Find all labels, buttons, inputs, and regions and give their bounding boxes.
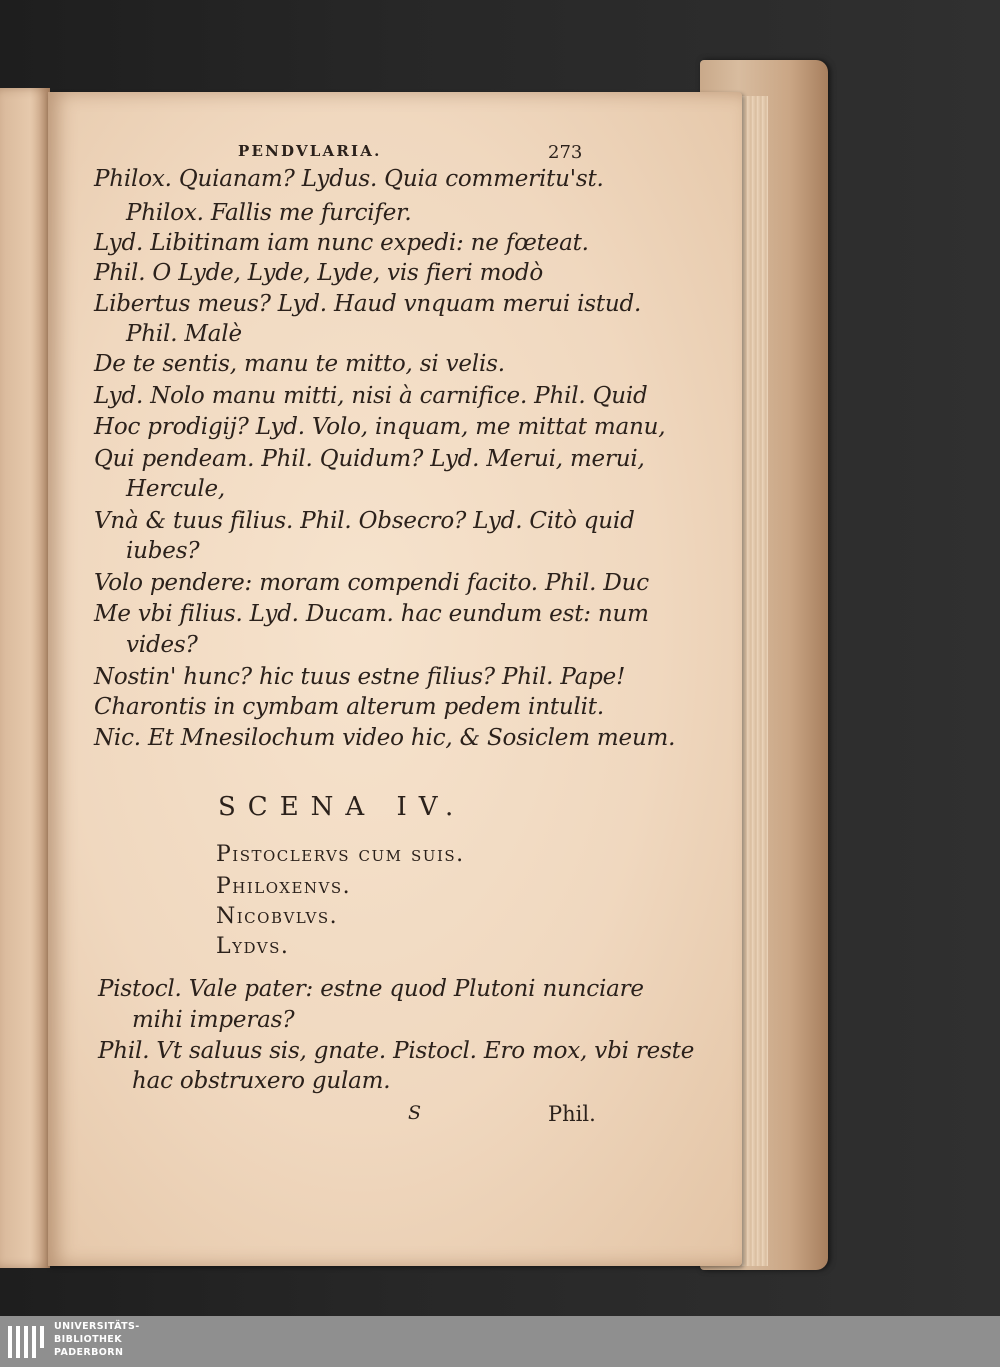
text-line: Nic. Et Mnesilochum video hic, & Sosiclem meum. bbox=[94, 725, 676, 751]
text-line: Pistocl. Vale pater: estne quod Plutoni nunciare bbox=[98, 976, 644, 1002]
text-line: Nostin' hunc? hic tuus estne filius? Phil. Pape! bbox=[94, 664, 626, 690]
text-line: Hoc prodigij? Lyd. Volo, inquam, me mittat manu, bbox=[94, 414, 666, 440]
text-line: Hercule, bbox=[126, 476, 226, 502]
text-line: Vnà & tuus filius. Phil. Obsecro? Lyd. Citò quid bbox=[94, 508, 635, 534]
left-page-edge bbox=[0, 88, 50, 1268]
right-page bbox=[48, 92, 742, 1266]
text-line: Phil. Malè bbox=[126, 321, 242, 347]
signature-mark: S bbox=[408, 1102, 422, 1124]
logo-line-1: UNIVERSITÄTS- bbox=[54, 1321, 140, 1332]
text-line: mihi imperas? bbox=[132, 1007, 295, 1033]
text-line: Charontis in cymbam alterum pedem intulit. bbox=[94, 694, 604, 720]
text-line: vides? bbox=[126, 632, 198, 658]
text-line: De te sentis, manu te mitto, si velis. bbox=[94, 351, 505, 377]
text-line: Me vbi filius. Lyd. Ducam. hac eundum est: num bbox=[94, 601, 649, 627]
text-line: Phil. O Lyde, Lyde, Lyde, vis fieri modò bbox=[94, 260, 544, 286]
dramatis-persona: Pistoclervs cum suis. bbox=[216, 842, 465, 867]
text-line: Volo pendere: moram compendi facito. Phil. Duc bbox=[94, 570, 649, 596]
text-line: Qui pendeam. Phil. Quidum? Lyd. Merui, merui, bbox=[94, 446, 645, 472]
text-line: Libertus meus? Lyd. Haud vnquam merui istud. bbox=[94, 291, 642, 317]
text-line: Philox. Fallis me furcifer. bbox=[126, 200, 412, 226]
logo-line-2: BIBLIOTHEK bbox=[54, 1334, 122, 1345]
text-line: hac obstruxero gulam. bbox=[132, 1068, 391, 1094]
catchword: Phil. bbox=[548, 1102, 596, 1126]
university-library-logo-icon bbox=[6, 1322, 46, 1362]
dramatis-persona: Philoxenvs. bbox=[216, 874, 352, 899]
logo-line-3: PADERBORN bbox=[54, 1347, 124, 1358]
running-head: PENDVLARIA. bbox=[238, 142, 382, 160]
dramatis-persona: Nicobvlvs. bbox=[216, 904, 339, 929]
page-number: 273 bbox=[548, 142, 583, 163]
footer-bar bbox=[0, 1316, 1000, 1367]
page-block-edges bbox=[738, 96, 768, 1266]
scene-heading: SCENA IV. bbox=[218, 792, 466, 822]
text-line: iubes? bbox=[126, 538, 200, 564]
text-line: Philox. Quianam? Lydus. Quia commeritu'st. bbox=[94, 166, 604, 192]
text-line: Lyd. Libitinam iam nunc expedi: ne fœteat. bbox=[94, 230, 589, 256]
dramatis-persona: Lydvs. bbox=[216, 934, 290, 959]
text-line: Phil. Vt saluus sis, gnate. Pistocl. Ero mox, vbi reste bbox=[98, 1038, 695, 1064]
text-line: Lyd. Nolo manu mitti, nisi à carnifice. Phil. Quid bbox=[94, 383, 648, 409]
